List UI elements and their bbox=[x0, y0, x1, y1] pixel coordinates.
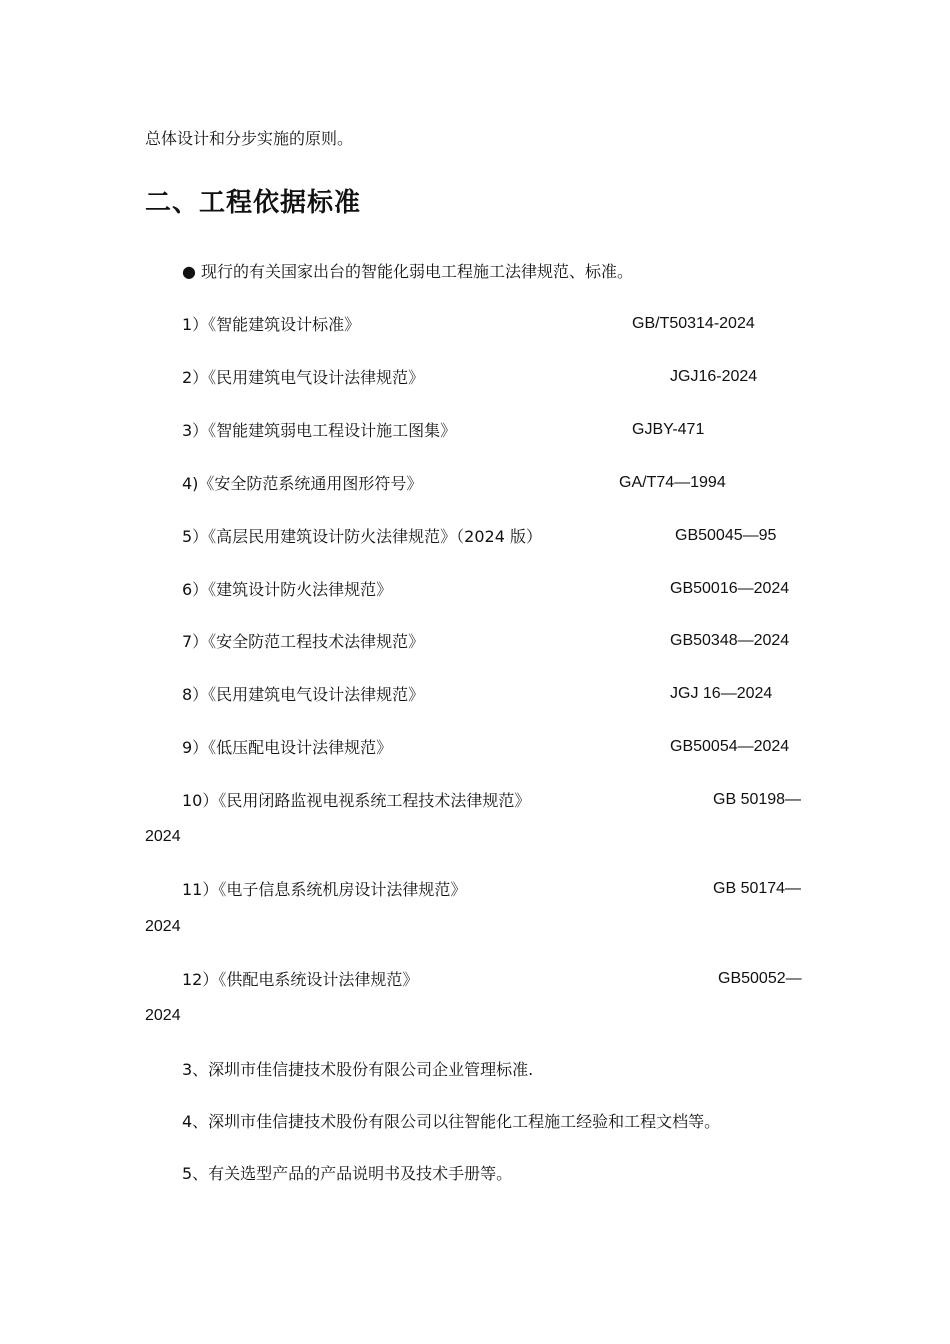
standard-title: 11）《电子信息系统机房设计法律规范》 bbox=[182, 880, 467, 899]
reference-item: 5、有关选型产品的产品说明书及技术手册等。 bbox=[182, 1164, 513, 1183]
bullet-line: ● 现行的有关国家出台的智能化弱电工程施工法律规范、标准。 bbox=[182, 262, 634, 281]
standard-code: GB50016—2024 bbox=[670, 580, 790, 597]
standard-title: 7）《安全防范工程技术法律规范》 bbox=[182, 632, 425, 651]
standard-title: 2）《民用建筑电气设计法律规范》 bbox=[182, 368, 425, 387]
intro-line: 总体设计和分步实施的原则。 bbox=[145, 129, 354, 148]
standard-code-continuation: 2024 bbox=[145, 828, 181, 845]
standard-code: GB 50174— bbox=[713, 880, 802, 897]
standard-title: 5）《高层民用建筑设计防火法律规范》（2024 版） bbox=[182, 527, 542, 546]
standard-title: 8）《民用建筑电气设计法律规范》 bbox=[182, 685, 425, 704]
section-heading: 二、工程依据标准 bbox=[145, 188, 362, 218]
standard-code: GB50348—2024 bbox=[670, 632, 790, 649]
standard-code: GJBY-471 bbox=[632, 421, 705, 438]
standard-code: GB50045—95 bbox=[675, 527, 777, 544]
standard-code: GB/T50314-2024 bbox=[632, 315, 755, 332]
standard-code: JGJ 16—2024 bbox=[670, 685, 773, 702]
standard-title: 12）《供配电系统设计法律规范》 bbox=[182, 970, 419, 989]
standard-code-continuation: 2024 bbox=[145, 1007, 181, 1024]
standard-code: GA/T74—1994 bbox=[619, 474, 726, 491]
standard-title: 10）《民用闭路监视电视系统工程技术法律规范》 bbox=[182, 791, 531, 810]
standard-title: 6）《建筑设计防火法律规范》 bbox=[182, 580, 393, 599]
reference-item: 3、深圳市佳信捷技术股份有限公司企业管理标准. bbox=[182, 1060, 534, 1079]
standard-code: GB50054—2024 bbox=[670, 738, 790, 755]
standard-code: GB50052— bbox=[718, 970, 802, 987]
standard-title: 3）《智能建筑弱电工程设计施工图集》 bbox=[182, 421, 457, 440]
standard-title: 4)《安全防范系统通用图形符号》 bbox=[182, 474, 423, 493]
standard-title: 9）《低压配电设计法律规范》 bbox=[182, 738, 393, 757]
standard-code-continuation: 2024 bbox=[145, 918, 181, 935]
standard-title: 1）《智能建筑设计标准》 bbox=[182, 315, 361, 334]
standard-code: JGJ16-2024 bbox=[670, 368, 758, 385]
standard-code: GB 50198— bbox=[713, 791, 802, 808]
reference-item: 4、深圳市佳信捷技术股份有限公司以往智能化工程施工经验和工程文档等。 bbox=[182, 1112, 721, 1131]
